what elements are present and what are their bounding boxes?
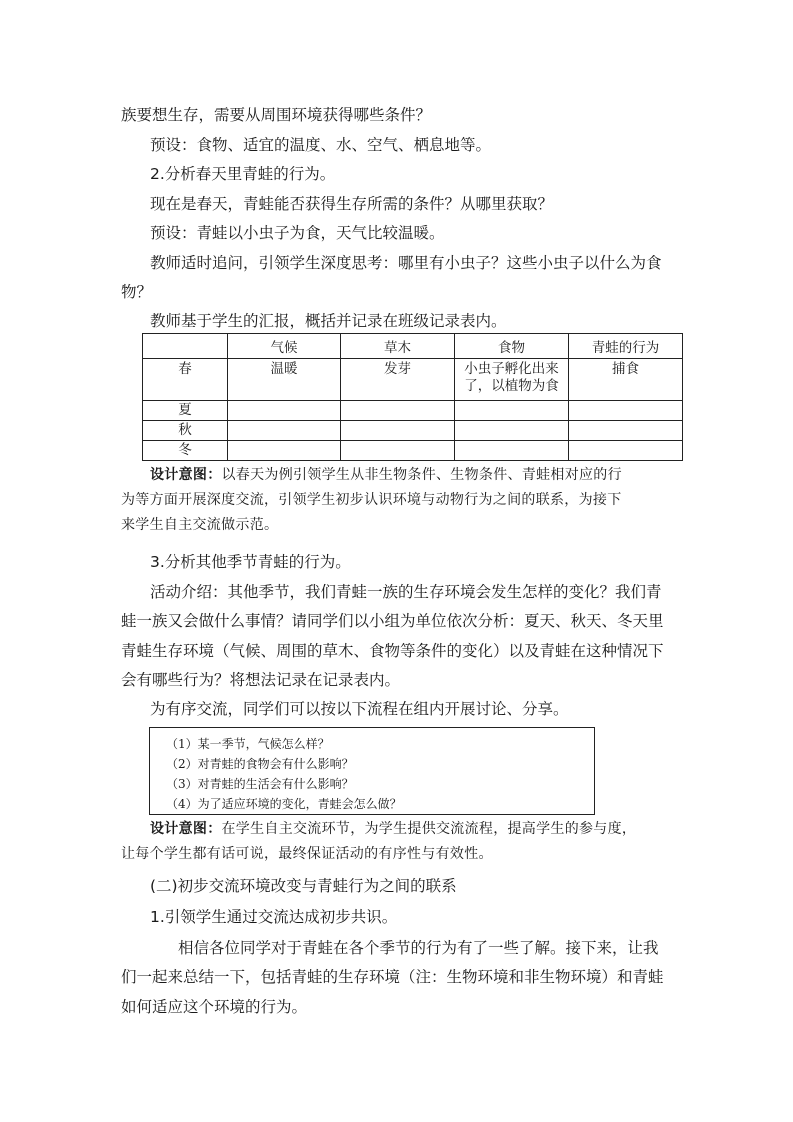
design-intent-text: 在学生自主交流环节，为学生提供交流流程，提高学生的参与度， [221,821,637,837]
design-intent-text: 以春天为例引领学生从非生物条件、生物条件、青蛙相对应的行 [221,467,622,483]
food-cell [455,359,569,401]
empty-cell [228,421,341,441]
empty-cell [455,421,569,441]
behavior-cell: 捕食 [569,359,683,401]
table-header-cell [143,334,228,359]
plants-cell: 发芽 [341,359,455,401]
table-row [143,441,683,461]
activity-intro-line: 会有哪些行为？将想法记录在记录表内。 [121,671,401,689]
flow-step: （2）对青蛙的食物会有什么影响？ [166,757,354,771]
paragraph-4: 现在是春天，青蛙能否获得生存所需的条件？从哪里获取？ [150,195,554,213]
section-3-title: 3.分析其他季节青蛙的行为。 [150,553,351,571]
empty-cell [341,441,455,461]
paragraph-5: 预设：青蛙以小虫子为食，天气比较温暖。 [150,224,445,242]
design-intent-label: 设计意图： [150,467,222,483]
empty-cell [569,441,683,461]
food-line-2: 了，以植物为食 [464,378,559,394]
flow-intro: 为有序交流，同学们可以按以下流程在组内开展讨论、分享。 [150,700,569,718]
table-row [143,401,683,421]
flow-step: （3）对青蛙的生活会有什么影响？ [166,777,354,791]
climate-cell: 温暖 [228,359,341,401]
paragraph-6a: 教师适时追问，引领学生深度思考：哪里有小虫子？这些小虫子以什么为食 [150,254,662,272]
discussion-flow-box [149,727,595,815]
design-intent-label: 设计意图： [150,821,222,837]
design-intent-text: 为等方面开展深度交流，引领学生初步认识环境与动物行为之间的联系，为接下 [121,492,622,508]
design-intent-2 [121,817,676,867]
part-2-body-line: 相信各位同学对于青蛙在各个季节的行为有了一些了解。接下来，让我 [178,939,659,957]
empty-cell [569,421,683,441]
paragraph-6b: 物？ [121,283,153,301]
season-cell: 秋 [143,421,228,441]
design-intent-text: 来学生自主交流做示范。 [121,517,279,533]
table-row [143,359,683,401]
paragraph-3: 2.分析春天里青蛙的行为。 [150,165,336,183]
season-cell: 夏 [143,401,228,421]
paragraph-2: 预设：食物、适宜的温度、水、空气、栖息地等。 [150,136,492,154]
empty-cell [341,421,455,441]
flow-step: （4）为了适应环境的变化，青蛙会怎么做？ [166,797,402,811]
part-2-body-line: 如何适应这个环境的行为。 [121,998,308,1016]
design-intent-1 [121,463,676,538]
activity-intro-line: 蛙一族又会做什么事情？请同学们以小组为单位依次分析：夏天、秋天、冬天里 [121,612,664,630]
flow-step: （1）某一季节，气候怎么样？ [166,737,330,751]
table-header-row [143,334,683,359]
empty-cell [228,401,341,421]
table-row [143,421,683,441]
empty-cell [228,441,341,461]
table-header-cell: 气候 [228,334,341,359]
table-header-cell: 食物 [455,334,569,359]
empty-cell [455,401,569,421]
part-2-body-line: 们一起来总结一下，包括青蛙的生存环境（注：生物环境和非生物环境）和青蛙 [121,968,664,986]
empty-cell [455,441,569,461]
food-line-1: 小虫子孵化出来 [464,361,559,377]
season-record-table [142,333,683,461]
activity-intro-line: 活动介绍：其他季节，我们青蛙一族的生存环境会发生怎样的变化？我们青 [150,583,662,601]
part-2-item-1: 1.引领学生通过交流达成初步共识。 [150,908,398,926]
design-intent-text: 让每个学生都有话可说，最终保证活动的有序性与有效性。 [121,846,493,862]
table-header-cell: 草木 [341,334,455,359]
paragraph-1: 族要想生存，需要从周围环境获得哪些条件？ [121,106,432,124]
table-header-cell: 青蛙的行为 [569,334,683,359]
part-2-heading: (二)初步交流环境改变与青蛙行为之间的联系 [150,877,457,895]
empty-cell [341,401,455,421]
season-cell: 冬 [143,441,228,461]
season-cell: 春 [143,359,228,401]
empty-cell [569,401,683,421]
paragraph-7: 教师基于学生的汇报，概括并记录在班级记录表内。 [150,312,507,330]
activity-intro-line: 青蛙生存环境（气候、周围的草木、食物等条件的变化）以及青蛙在这种情况下 [121,642,664,660]
